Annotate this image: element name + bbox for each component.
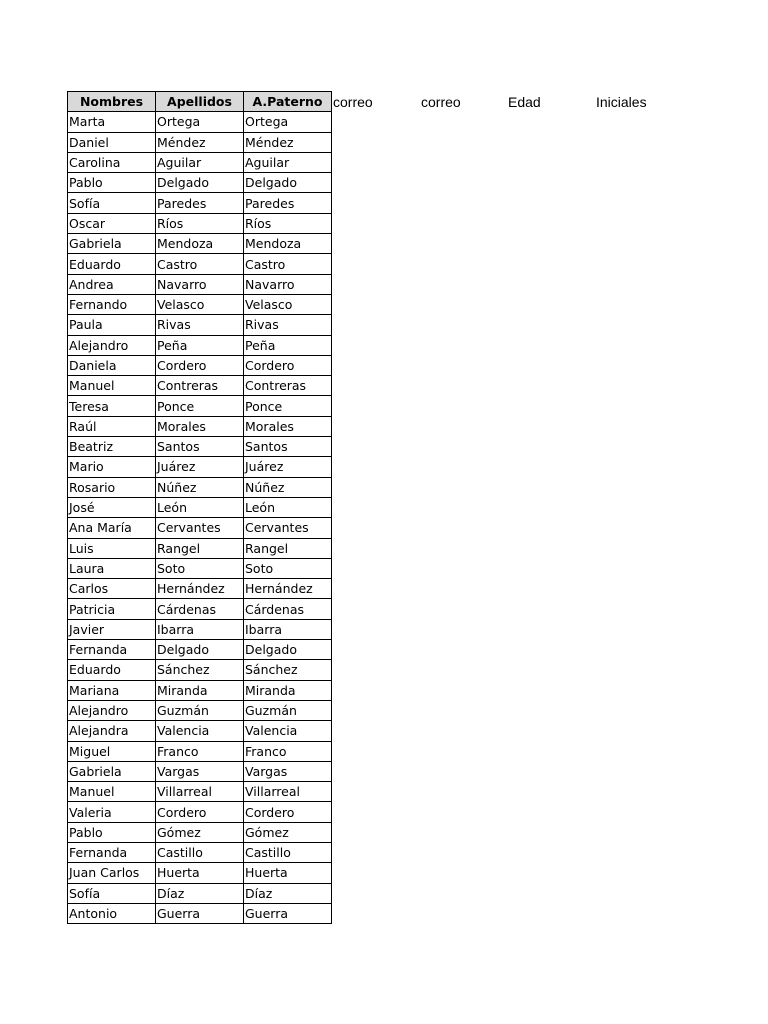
table-row [68, 112, 332, 132]
cell-apaterno: Guzmán [244, 700, 332, 720]
cell-apellido: Juárez [156, 457, 244, 477]
table-row [68, 132, 332, 152]
cell-apellido: Morales [156, 416, 244, 436]
cell-apellido: Ibarra [156, 619, 244, 639]
cell-apaterno: Valencia [244, 721, 332, 741]
cell-apaterno: Huerta [244, 863, 332, 883]
cell-nombre: Mario [68, 457, 156, 477]
table-row [68, 619, 332, 639]
cell-nombre: Javier [68, 619, 156, 639]
cell-apaterno: Díaz [244, 883, 332, 903]
cell-nombre: Alejandro [68, 700, 156, 720]
cell-apaterno: Paredes [244, 193, 332, 213]
cell-apellido: Soto [156, 558, 244, 578]
cell-nombre: Pablo [68, 822, 156, 842]
cell-apellido: Cervantes [156, 518, 244, 538]
table-row [68, 396, 332, 416]
table-row [68, 294, 332, 314]
table-row [68, 416, 332, 436]
table-row [68, 640, 332, 660]
cell-apellido: Ríos [156, 213, 244, 233]
table-row [68, 376, 332, 396]
cell-apaterno: Cárdenas [244, 599, 332, 619]
table-row [68, 741, 332, 761]
header-edad: Edad [508, 94, 541, 110]
table-row [68, 802, 332, 822]
cell-apellido: Mendoza [156, 234, 244, 254]
cell-apellido: Cárdenas [156, 599, 244, 619]
cell-apaterno: Miranda [244, 680, 332, 700]
cell-apellido: Castillo [156, 842, 244, 862]
cell-apaterno: Cordero [244, 802, 332, 822]
table-row [68, 660, 332, 680]
table-row [68, 761, 332, 781]
cell-nombre: Gabriela [68, 761, 156, 781]
cell-nombre: Daniela [68, 355, 156, 375]
table-row [68, 173, 332, 193]
table-row [68, 842, 332, 862]
cell-apaterno: Villarreal [244, 782, 332, 802]
cell-nombre: Marta [68, 112, 156, 132]
cell-apellido: Ponce [156, 396, 244, 416]
cell-apellido: Vargas [156, 761, 244, 781]
cell-apaterno: Sánchez [244, 660, 332, 680]
cell-apaterno: Delgado [244, 173, 332, 193]
cell-apellido: Rangel [156, 538, 244, 558]
names-table [67, 91, 332, 924]
table-row [68, 883, 332, 903]
cell-apaterno: Ponce [244, 396, 332, 416]
table-row [68, 538, 332, 558]
cell-apaterno: Santos [244, 437, 332, 457]
table-row [68, 680, 332, 700]
cell-apellido: Díaz [156, 883, 244, 903]
cell-apaterno: Navarro [244, 274, 332, 294]
cell-nombre: Luis [68, 538, 156, 558]
cell-apaterno: Hernández [244, 579, 332, 599]
cell-nombre: Fernanda [68, 640, 156, 660]
cell-apellido: Peña [156, 335, 244, 355]
table-row [68, 254, 332, 274]
cell-apellido: Rivas [156, 315, 244, 335]
cell-apaterno: Delgado [244, 640, 332, 660]
cell-nombre: Teresa [68, 396, 156, 416]
cell-apellido: Cordero [156, 355, 244, 375]
cell-nombre: Oscar [68, 213, 156, 233]
cell-apellido: Núñez [156, 477, 244, 497]
cell-apellido: Sánchez [156, 660, 244, 680]
cell-apellido: Gómez [156, 822, 244, 842]
cell-apellido: Contreras [156, 376, 244, 396]
cell-apaterno: Castillo [244, 842, 332, 862]
cell-apaterno: Guerra [244, 903, 332, 923]
table-row [68, 579, 332, 599]
table-row [68, 782, 332, 802]
cell-nombre: Rosario [68, 477, 156, 497]
cell-nombre: Antonio [68, 903, 156, 923]
table-row [68, 903, 332, 923]
cell-nombre: Alejandra [68, 721, 156, 741]
table-row [68, 193, 332, 213]
cell-apaterno: Contreras [244, 376, 332, 396]
cell-apaterno: León [244, 497, 332, 517]
cell-nombre: Sofía [68, 193, 156, 213]
table-row [68, 497, 332, 517]
cell-apaterno: Núñez [244, 477, 332, 497]
cell-nombre: Eduardo [68, 660, 156, 680]
table-body [68, 112, 332, 924]
cell-apellido: Miranda [156, 680, 244, 700]
header-apellidos: Apellidos [156, 92, 244, 112]
cell-nombre: Manuel [68, 376, 156, 396]
cell-apellido: Aguilar [156, 152, 244, 172]
cell-apellido: León [156, 497, 244, 517]
cell-apellido: Huerta [156, 863, 244, 883]
cell-apaterno: Rangel [244, 538, 332, 558]
cell-nombre: Sofía [68, 883, 156, 903]
cell-nombre: Manuel [68, 782, 156, 802]
cell-apellido: Valencia [156, 721, 244, 741]
header-row [68, 92, 332, 112]
cell-apaterno: Franco [244, 741, 332, 761]
cell-apaterno: Gómez [244, 822, 332, 842]
cell-apaterno: Soto [244, 558, 332, 578]
table-row [68, 599, 332, 619]
cell-nombre: Alejandro [68, 335, 156, 355]
table-row [68, 518, 332, 538]
table-row [68, 558, 332, 578]
cell-apaterno: Rivas [244, 315, 332, 335]
cell-apellido: Villarreal [156, 782, 244, 802]
cell-nombre: Fernando [68, 294, 156, 314]
cell-apellido: Franco [156, 741, 244, 761]
cell-apaterno: Morales [244, 416, 332, 436]
cell-nombre: Raúl [68, 416, 156, 436]
cell-apaterno: Ibarra [244, 619, 332, 639]
cell-apellido: Velasco [156, 294, 244, 314]
cell-apaterno: Ríos [244, 213, 332, 233]
cell-nombre: Pablo [68, 173, 156, 193]
cell-apaterno: Ortega [244, 112, 332, 132]
cell-nombre: Carlos [68, 579, 156, 599]
table-row [68, 721, 332, 741]
cell-nombre: Miguel [68, 741, 156, 761]
cell-nombre: Carolina [68, 152, 156, 172]
cell-apaterno: Mendoza [244, 234, 332, 254]
table-row [68, 213, 332, 233]
cell-nombre: Andrea [68, 274, 156, 294]
cell-nombre: Daniel [68, 132, 156, 152]
header-nombres: Nombres [68, 92, 156, 112]
cell-nombre: Fernanda [68, 842, 156, 862]
cell-apaterno: Aguilar [244, 152, 332, 172]
cell-apellido: Navarro [156, 274, 244, 294]
cell-nombre: Beatriz [68, 437, 156, 457]
cell-apaterno: Juárez [244, 457, 332, 477]
table-row [68, 477, 332, 497]
cell-apellido: Castro [156, 254, 244, 274]
cell-apaterno: Peña [244, 335, 332, 355]
cell-apaterno: Vargas [244, 761, 332, 781]
cell-nombre: Laura [68, 558, 156, 578]
cell-apaterno: Méndez [244, 132, 332, 152]
cell-nombre: Ana María [68, 518, 156, 538]
cell-apellido: Santos [156, 437, 244, 457]
table-row [68, 315, 332, 335]
cell-apellido: Paredes [156, 193, 244, 213]
cell-apellido: Guerra [156, 903, 244, 923]
cell-apaterno: Cervantes [244, 518, 332, 538]
names-table-container [67, 91, 332, 924]
table-row [68, 152, 332, 172]
cell-apaterno: Cordero [244, 355, 332, 375]
cell-nombre: Patricia [68, 599, 156, 619]
header-correo-1: correo [333, 94, 373, 110]
cell-apellido: Delgado [156, 173, 244, 193]
cell-nombre: José [68, 497, 156, 517]
table-row [68, 274, 332, 294]
header-iniciales: Iniciales [596, 94, 647, 110]
cell-nombre: Eduardo [68, 254, 156, 274]
cell-apellido: Ortega [156, 112, 244, 132]
cell-apellido: Cordero [156, 802, 244, 822]
cell-apellido: Méndez [156, 132, 244, 152]
cell-apaterno: Velasco [244, 294, 332, 314]
table-row [68, 234, 332, 254]
table-row [68, 355, 332, 375]
cell-apellido: Hernández [156, 579, 244, 599]
table-row [68, 863, 332, 883]
cell-nombre: Juan Carlos [68, 863, 156, 883]
header-apaterno: A.Paterno [244, 92, 332, 112]
cell-nombre: Mariana [68, 680, 156, 700]
cell-apellido: Guzmán [156, 700, 244, 720]
cell-nombre: Paula [68, 315, 156, 335]
table-row [68, 437, 332, 457]
cell-apellido: Delgado [156, 640, 244, 660]
cell-apaterno: Castro [244, 254, 332, 274]
cell-nombre: Valeria [68, 802, 156, 822]
table-row [68, 457, 332, 477]
table-row [68, 822, 332, 842]
table-row [68, 700, 332, 720]
table-row [68, 335, 332, 355]
cell-nombre: Gabriela [68, 234, 156, 254]
header-correo-2: correo [421, 94, 461, 110]
